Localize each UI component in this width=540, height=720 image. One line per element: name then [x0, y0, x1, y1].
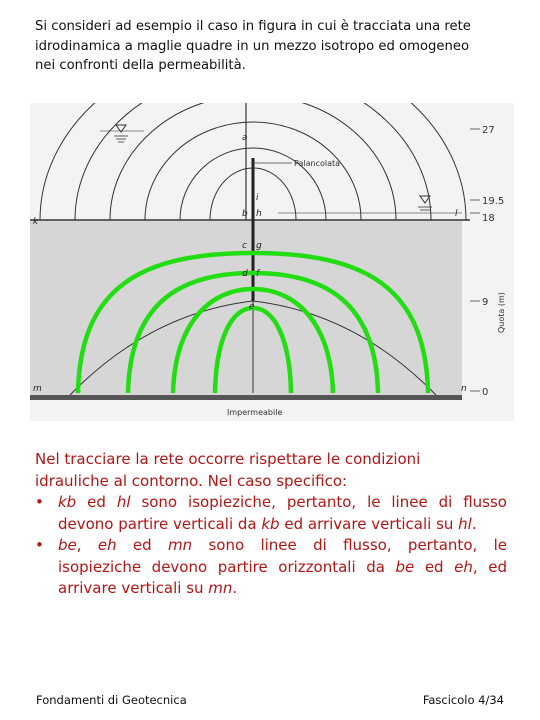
label-k: k [33, 217, 39, 227]
intro-line-3: nei confronti della permeabilità. [35, 58, 246, 73]
bullet-dot: • [35, 536, 44, 554]
para-line-1: Nel tracciare la rete occorre rispettare le condizioni [35, 450, 421, 468]
label-g: g [256, 241, 262, 251]
label-quota: Quota (m) [497, 292, 506, 333]
intro-line-1: Si consideri ad esempio il caso in figura in cui è tracciata una rete [35, 19, 471, 34]
para-line-2: idrauliche al contorno. Nel caso specifico: [35, 471, 348, 490]
elev-9: 9 [482, 297, 489, 308]
label-d: d [242, 269, 248, 279]
flow-net-figure [30, 103, 514, 421]
elev-18: 18 [482, 213, 495, 224]
bullet-2: • be, eh ed mn sono linee di flusso, pertanto, le isopieziche devono partire orizzontali da be ed eh, ed arrivare verticali su mn. [35, 536, 507, 597]
footer-course: Fondamenti di Geotecnica [36, 693, 187, 707]
label-b: b [242, 209, 248, 219]
label-e: e [249, 302, 255, 312]
label-m: m [33, 384, 42, 394]
bullet-dot: • [35, 493, 44, 511]
elev-19-5: 19.5 [482, 196, 505, 207]
elev-0: 0 [482, 387, 489, 398]
intro-paragraph [35, 17, 513, 76]
label-f: f [256, 269, 260, 279]
label-n: n [461, 384, 467, 394]
label-c: c [242, 241, 247, 251]
label-palancolata: Palancolata [294, 159, 341, 168]
intro-line-2: idrodinamica a maglie quadre in un mezzo isotropo ed omogeneo [35, 38, 470, 54]
footer-page: Fascicolo 4/34 [422, 693, 504, 707]
bullet-1: • kb ed hl sono isopieziche, pertanto, le linee di flusso devono partire verticali da kb ed arrivare verticali su hl. [35, 493, 507, 533]
label-a: a [242, 133, 248, 143]
boundary-conditions-text [35, 449, 507, 600]
label-l: l [455, 209, 458, 219]
label-impermeabile: Impermeabile [227, 408, 283, 417]
impermeable-base [30, 395, 462, 400]
label-h: h [256, 209, 262, 219]
elev-27: 27 [482, 125, 495, 136]
label-i: i [256, 193, 259, 203]
